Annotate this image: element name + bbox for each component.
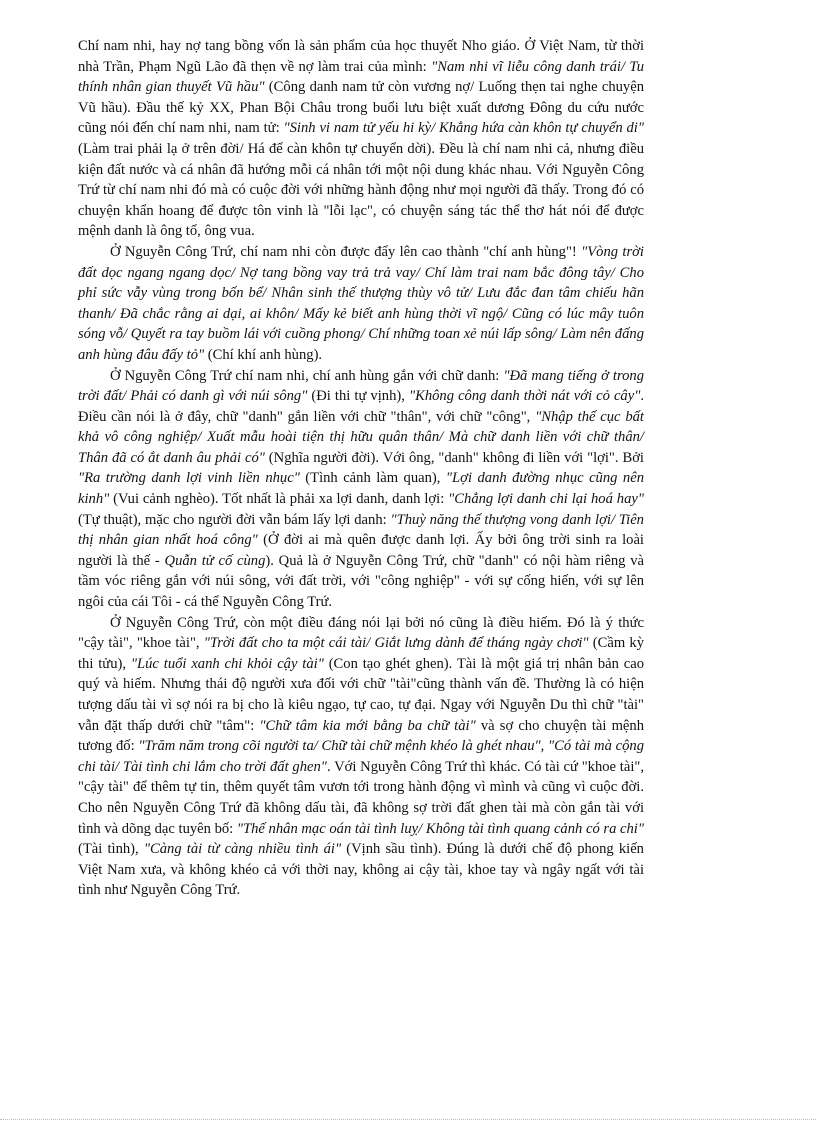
paragraph-3 xyxy=(78,366,644,613)
text-run: (Tự thuật), mặc cho người đời vẫn bám lấy lợi danh: xyxy=(78,511,391,528)
quote-run: "Thuỳ năng thế thượng vong danh lợi/ Tiên thị nhân gian nhất hoá công" xyxy=(78,511,644,549)
paragraph-1 xyxy=(78,36,644,242)
text-run: (Vịnh sầu tình). Đúng là dưới chế độ phong kiến Việt Nam xưa, và không khéo cả với thời nay, không ai cậy tài, khoe tay và ngây ngất với tài tình như Nguyễn Công Trứ. xyxy=(78,841,644,899)
text-run: (Ở đời ai mà quên được danh lợi. Ấy bởi ông trời sinh ra loài người là thế - xyxy=(78,532,644,569)
text-run: (Chí khí anh hùng). xyxy=(204,346,323,363)
text-run: và sợ cho chuyện tài mệnh tương đố: xyxy=(78,717,644,755)
text-run: (Làm trai phải lạ ở trên đời/ Há để càn khôn tự chuyển dời). Đều là chí nam nhi cả, nhưng điều kiện đất nước và cá nhân đã hướng mỗi cá nhân tới một nội dung khác nhau. Với Nguyễn Công Trứ từ chí nam nhi đó mà có cuộc đời với những hành động như mọi người đã thấy. Trong đó có chuyện khẩn hoang để được tôn vinh là "lỗi lạc", có chuyện sáng tác thể thơ hát nói để được mệnh danh là ông tổ, ông vua. xyxy=(78,140,644,240)
quote-run: "Vòng trời đất dọc ngang ngang dọc/ Nợ tang bồng vay trả trả vay/ Chí làm trai nam bắc đông tây/ Cho phỉ sức vẫy vùng trong bốn bể/ Nhân sinh thế thượng thùy vô tử/ Lưu đắc đan tâm chiếu hãn thanh/ Đã chắc rằng ai dại, ai khôn/ Mấy kẻ biết anh hùng thời vĩ ngộ/ Cũng có lúc mây tuôn sóng vỗ/ Quyết ra tay buồm lái với cuồng phong/ Chí những toan xẻ núi lấp sông/ Làm nên đấng anh hùng đâu đấy tỏ" xyxy=(78,243,644,363)
quote-run: "Trời đất cho ta một cái tài/ Giắt lưng dành để tháng ngày chơi" xyxy=(203,635,589,652)
quote-run: "Nhập thế cục bất khả vô công nghiệp/ Xuất mẫu hoài tiện thị hữu quân thân/ Mà chữ danh liền với chữ thân/ Thân đã có ắt danh âu phải có" xyxy=(78,408,644,466)
text-run: (Tài tình), xyxy=(78,841,144,858)
quote-run: "Sinh vi nam tử yếu hi kỳ/ Khẳng hứa càn khôn tự chuyển di" xyxy=(283,120,644,137)
quote-run: "Không công danh thời nát với cỏ cây" xyxy=(408,388,641,405)
quote-run: "Lợi danh đường nhục cũng nên kinh" xyxy=(78,470,644,508)
text-run: (Vui cảnh nghèo). Tốt nhất là phải xa lợi danh, danh lợi: xyxy=(109,491,449,508)
quote-run: "Nam nhi vĩ liễu công danh trái/ Tu thính nhân gian thuyết Vũ hầu" xyxy=(78,58,645,96)
text-run: Ở Nguyễn Công Trứ, chí nam nhi còn được đẩy lên cao thành "chí anh hùng"! xyxy=(110,243,582,260)
text-run: ). Quả là ở Nguyễn Công Trứ, chữ "danh" có nội hàm riêng và tầm vóc riêng gắn với núi sông, với đất trời, với "công nghiệp" - với sự cống hiến, với sự lên ngôi của cái Tôi - cá thể Nguyễn Công Trứ. xyxy=(78,552,644,611)
quote-run: Quẫn tử cố cùng xyxy=(164,552,266,569)
page-bottom-edge xyxy=(0,1119,816,1120)
text-run: (Đi thi tự vịnh), xyxy=(307,388,409,405)
quote-run: "Ra trường danh lợi vinh liền nhục" xyxy=(78,470,300,487)
text-run: (Con tạo ghét ghen). Tài là một giá trị nhân bản cao quý và hiếm. Nhưng thái độ người xưa đối với chữ "tài"cũng thành vấn đề. Thường là có hiện tượng dấu tài vì sợ nói ra bị cho là kiêu ngạo, tự cao, tự đại. Ngay với Nguyễn Du thì chữ "tài" vẫn đặt thấp dưới chữ "tâm": xyxy=(78,655,644,734)
quote-run: "Trăm năm trong cõi người ta/ Chữ tài chữ mệnh khéo là ghét nhau", "Có tài mà cộng chi tài/ Tài tình chi lắm cho trời đất ghen" xyxy=(78,738,644,775)
quote-run: "Lúc tuổi xanh chi khỏi cậy tài" xyxy=(130,655,324,672)
text-run: (Cầm kỳ thi tửu), xyxy=(78,635,644,672)
document-body xyxy=(78,36,644,901)
quote-run: "Càng tài từ càng nhiều tình ái" xyxy=(143,841,342,858)
text-run: . Với Nguyễn Công Trứ thì khác. Có tài cứ "khoe tài", "cậy tài" để thêm tự tin, thêm quyết tâm vươn tới trong hành động vì mình và cũng vì cuộc đời. Cho nên Nguyễn Công Trứ đã không dấu tài, đã không sợ trời đất ghen tài mà còn gắn tài với tình và dõng dạc tuyên bố: xyxy=(78,758,644,837)
quote-run: "Thế nhân mạc oán tài tình luỵ/ Không tài tình quang cảnh có ra chi" xyxy=(236,820,644,837)
text-run: Ở Nguyễn Công Trứ chí nam nhi, chí anh hùng gắn với chữ danh: xyxy=(110,367,504,384)
text-run: (Công danh nam tử còn vương nợ/ Luống thẹn tai nghe chuyện Vũ hầu). Đầu thế kỷ XX, Phan Bội Châu trong buổi lưu biệt xuất dương Đông du cứu nước cũng nói đến chí nam nhi, nam tử: xyxy=(78,79,644,137)
text-run: Chí nam nhi, hay nợ tang bồng vốn là sản phẩm của học thuyết Nho giáo. Ở Việt Nam, từ thời nhà Trần, Phạm Ngũ Lão đã thẹn về nợ làm trai của mình: xyxy=(78,38,644,75)
paragraph-4 xyxy=(78,613,644,901)
quote-run: "Chẳng lợi danh chi lại hoá hay" xyxy=(448,491,644,508)
text-run: (Tình cảnh làm quan), xyxy=(299,470,446,487)
quote-run: "Chữ tâm kia mới bằng ba chữ tài" xyxy=(259,717,476,734)
text-run: (Nghĩa người đời). Với ông, "danh" không đi liền với "lợi". Bởi xyxy=(264,449,644,466)
text-run: . Điều cần nói là ở đây, chữ "danh" gắn liền với chữ "thân", với chữ "công", xyxy=(78,388,644,425)
quote-run: "Đã mang tiếng ở trong trời đất/ Phải có danh gì với núi sông" xyxy=(78,367,644,405)
paragraph-2 xyxy=(78,242,644,366)
text-run: Ở Nguyễn Công Trứ, còn một điều đáng nói lại bởi nó cũng là điều hiếm. Đó là ý thức "cậy tài", "khoe tài", xyxy=(78,614,644,652)
